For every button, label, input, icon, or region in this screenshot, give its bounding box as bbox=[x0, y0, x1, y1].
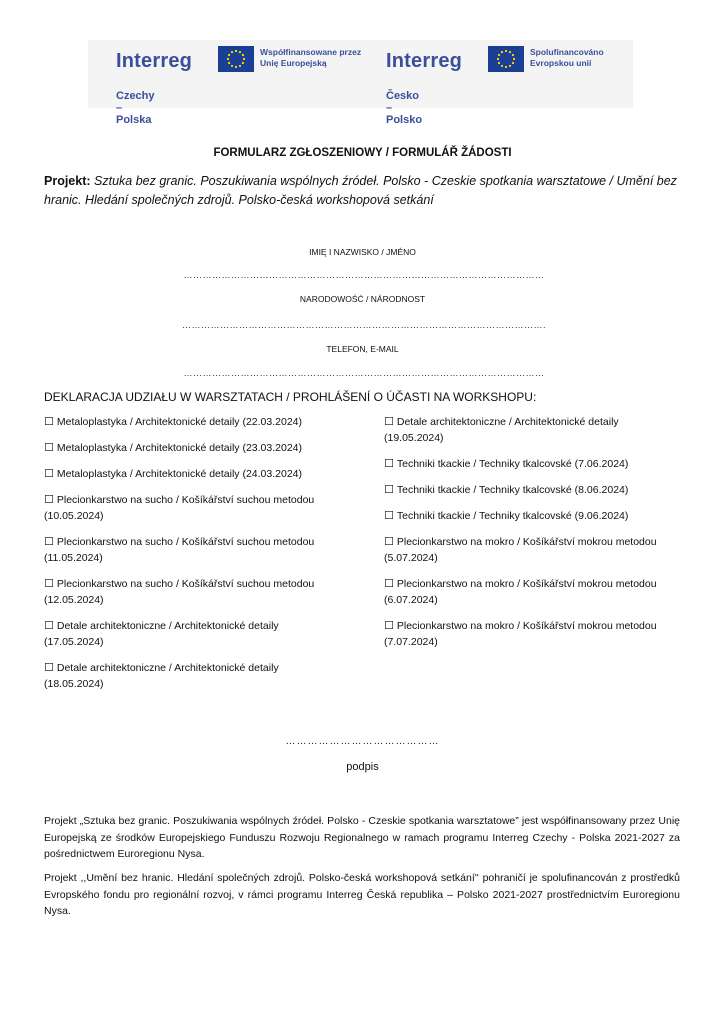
project-label: Projekt: bbox=[44, 174, 91, 188]
eu-star-icon bbox=[231, 65, 233, 67]
eu-star-icon bbox=[239, 51, 241, 53]
workshop-label: Plecionkarstwo na mokro / Košíkářství mokrou metodou bbox=[396, 578, 657, 590]
eu-star-icon bbox=[242, 54, 244, 56]
workshop-option[interactable] bbox=[44, 440, 344, 456]
workshop-label: Metaloplastyka / Architektonické detaily (22.03.2024) bbox=[56, 416, 303, 428]
workshop-label: Plecionkarstwo na mokro / Košíkářství mokrou metodou bbox=[396, 536, 657, 548]
eu-star-icon bbox=[501, 65, 503, 67]
workshop-option[interactable] bbox=[384, 456, 694, 472]
workshop-date: (12.05.2024) bbox=[44, 594, 104, 606]
workshop-option[interactable] bbox=[44, 534, 344, 566]
workshop-date: (5.07.2024) bbox=[384, 552, 438, 564]
workshop-date: (6.07.2024) bbox=[384, 594, 438, 606]
workshop-option[interactable] bbox=[384, 414, 694, 446]
workshop-date: (17.05.2024) bbox=[44, 636, 104, 648]
footer-note-cz: Projekt ,,Umění bez hranic. Hledání společných zdrojů. Polsko-česká workshopová setkání'' pohraničí je spolufinancován z prostředků Evropského fondu pro regionální rozvoj, v rámci programu Interreg Česká republika – Polsko 2021-2027 prostřednictvím Euroregionu Nysa. bbox=[44, 872, 680, 917]
eu-star-icon bbox=[239, 65, 241, 67]
checkbox[interactable]: ☐ bbox=[44, 662, 54, 674]
workshop-date: (7.07.2024) bbox=[384, 636, 438, 648]
workshop-label: Plecionkarstwo na mokro / Košíkářství mokrou metodou bbox=[396, 620, 657, 632]
workshop-label: Techniki tkackie / Techniky tkalcovské (7.06.2024) bbox=[396, 458, 629, 470]
eu-star-icon bbox=[242, 62, 244, 64]
workshop-option[interactable] bbox=[44, 466, 344, 482]
workshop-option[interactable] bbox=[44, 414, 344, 430]
nationality-field-line[interactable]: ……………………………………………………………………………………………………. bbox=[181, 320, 546, 330]
eu-star-icon bbox=[497, 58, 499, 60]
eu-star-icon bbox=[235, 50, 237, 52]
nationality-field-label: NARODOWOŚĆ / NÁRODNOST bbox=[299, 294, 426, 304]
workshop-label: Plecionkarstwo na sucho / Košíkářství suchou metodou bbox=[56, 536, 315, 548]
eu-star-icon bbox=[498, 54, 500, 56]
eu-star-icon bbox=[228, 54, 230, 56]
declaration-heading: DEKLARACJA UDZIAŁU W WARSZTATACH / PROHLÁŠENÍ O ÚČASTI NA WORKSHOPU: bbox=[44, 390, 537, 404]
signature-label: podpis bbox=[346, 761, 379, 773]
workshop-label: Detale architektoniczne / Architektonické detaily bbox=[396, 416, 619, 428]
workshop-option[interactable] bbox=[384, 534, 694, 566]
eu-star-icon bbox=[509, 65, 511, 67]
checkbox[interactable]: ☐ bbox=[384, 416, 394, 428]
eu-star-icon bbox=[509, 51, 511, 53]
project-description bbox=[44, 172, 684, 210]
workshop-date: (19.05.2024) bbox=[384, 432, 444, 444]
checkbox[interactable]: ☐ bbox=[44, 416, 54, 428]
name-field-label: IMIĘ I NAZWISKO / JMÉNO bbox=[309, 247, 416, 257]
eu-star-icon bbox=[501, 51, 503, 53]
checkbox[interactable]: ☐ bbox=[384, 510, 394, 522]
workshop-label: Metaloplastyka / Architektonické detaily (23.03.2024) bbox=[56, 442, 303, 454]
checkbox[interactable]: ☐ bbox=[384, 484, 394, 496]
eu-flag-icon bbox=[488, 46, 524, 72]
workshop-label: Detale architektoniczne / Architektonické detaily bbox=[56, 620, 279, 632]
footer-note-pl: Projekt „Sztuka bez granic. Poszukiwania wspólnych źródeł. Polsko - Czeskie spotkania warsztatowe” jest współfinansowany przez Unię Europejską ze środków Europejskiego Funduszu Rozwoju Regionalnego w ramach programu Interreg Czechy - Polska 2021-2027 za pośrednictwem Euroregionu Nysa. bbox=[44, 815, 680, 860]
workshop-date: (18.05.2024) bbox=[44, 678, 104, 690]
workshop-option[interactable] bbox=[384, 618, 694, 650]
eu-star-icon bbox=[235, 66, 237, 68]
eu-star-icon bbox=[227, 58, 229, 60]
signature-line[interactable]: …………………………………… bbox=[285, 736, 440, 747]
workshop-date: (11.05.2024) bbox=[44, 552, 103, 564]
eu-star-icon bbox=[498, 62, 500, 64]
region-name: Česko – Polsko bbox=[386, 90, 423, 126]
checkbox[interactable]: ☐ bbox=[384, 536, 394, 548]
workshop-label: Plecionkarstwo na sucho / Košíkářství suchou metodou bbox=[56, 578, 315, 590]
workshop-option[interactable] bbox=[384, 576, 694, 608]
checkbox[interactable]: ☐ bbox=[44, 620, 54, 632]
workshop-option[interactable] bbox=[44, 660, 344, 692]
workshop-list-right bbox=[384, 414, 694, 660]
eu-star-icon bbox=[512, 54, 514, 56]
contact-field-line[interactable]: …………………………………………………………………………………………………… bbox=[183, 368, 545, 378]
workshop-option[interactable] bbox=[384, 482, 694, 498]
logo-header bbox=[88, 40, 633, 126]
workshop-label: Metaloplastyka / Architektonické detaily (24.03.2024) bbox=[56, 468, 303, 480]
eu-star-icon bbox=[231, 51, 233, 53]
checkbox[interactable]: ☐ bbox=[384, 620, 394, 632]
contact-field-label: TELEFON, E-MAIL bbox=[326, 344, 399, 354]
workshop-label: Techniki tkackie / Techniky tkalcovské (8.06.2024) bbox=[396, 484, 629, 496]
checkbox[interactable]: ☐ bbox=[44, 578, 54, 590]
checkbox[interactable]: ☐ bbox=[44, 494, 54, 506]
checkbox[interactable]: ☐ bbox=[384, 578, 394, 590]
workshop-option[interactable] bbox=[384, 508, 694, 524]
checkbox[interactable]: ☐ bbox=[44, 442, 54, 454]
eu-star-icon bbox=[513, 58, 515, 60]
eu-cofinancing-text: Spolufinancováno Evropskou unií bbox=[530, 47, 604, 68]
workshop-label: Plecionkarstwo na sucho / Košíkářství suchou metodou bbox=[56, 494, 315, 506]
eu-star-icon bbox=[243, 58, 245, 60]
eu-star-icon bbox=[505, 50, 507, 52]
checkbox[interactable]: ☐ bbox=[44, 536, 54, 548]
workshop-option[interactable] bbox=[44, 492, 344, 524]
workshop-label: Techniki tkackie / Techniky tkalcovské (9.06.2024) bbox=[396, 510, 629, 522]
project-text: Sztuka bez granic. Poszukiwania wspólnych źródeł. Polsko - Czeskie spotkania warsztatowe / Umění bez hranic. Hledání společných zdrojů. Polsko-česká workshopová setkání bbox=[44, 174, 677, 207]
brand-name: Interreg bbox=[116, 50, 193, 72]
workshop-date: (10.05.2024) bbox=[44, 510, 104, 522]
eu-star-icon bbox=[228, 62, 230, 64]
workshop-option[interactable] bbox=[44, 618, 344, 650]
eu-star-icon bbox=[512, 62, 514, 64]
region-name: Czechy – Polska bbox=[116, 90, 155, 126]
checkbox[interactable]: ☐ bbox=[384, 458, 394, 470]
eu-flag-icon bbox=[218, 46, 254, 72]
workshop-list-left bbox=[44, 414, 344, 702]
checkbox[interactable]: ☐ bbox=[44, 468, 54, 480]
eu-cofinancing-text: Współfinansowane przez Unię Europejską bbox=[260, 47, 362, 68]
workshop-label: Detale architektoniczne / Architektonické detaily bbox=[56, 662, 279, 674]
brand-name: Interreg bbox=[386, 50, 463, 72]
name-field-line[interactable]: …………………………………………………………………………………………………… bbox=[183, 270, 545, 280]
eu-star-icon bbox=[505, 66, 507, 68]
workshop-option[interactable] bbox=[44, 576, 344, 608]
form-title: FORMULARZ ZGŁOSZENIOWY / FORMULÁŘ ŽÁDOSTI bbox=[213, 147, 512, 159]
